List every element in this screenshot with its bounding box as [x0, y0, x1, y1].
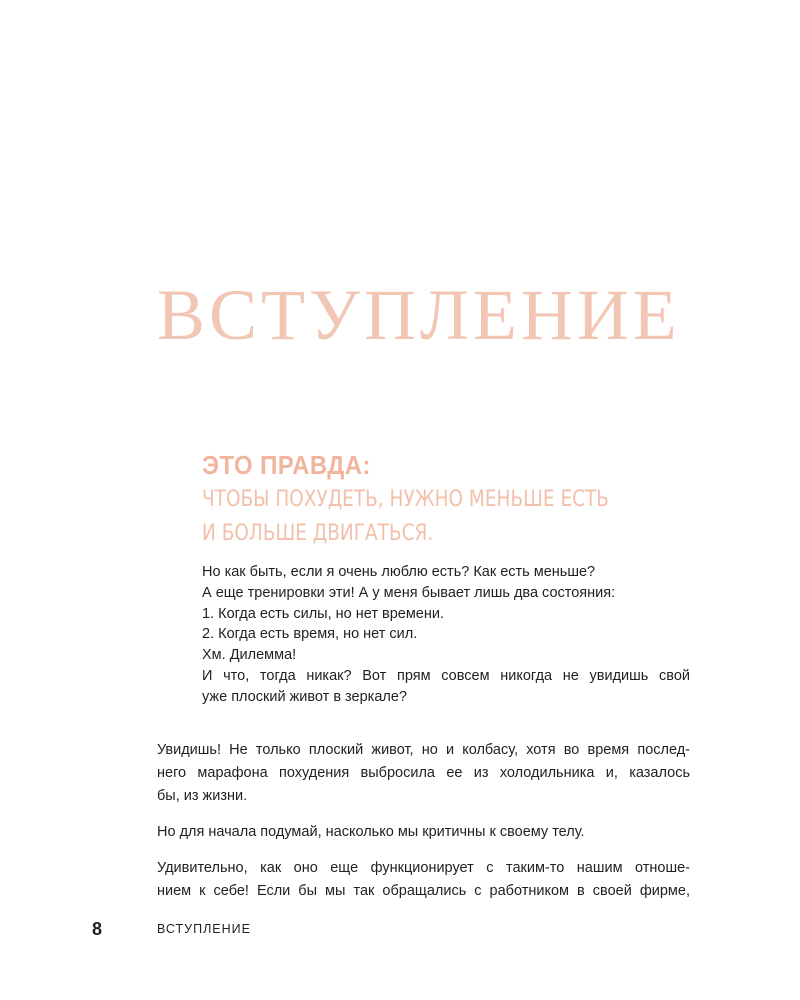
callout-line: Хм. Дилемма! [202, 647, 297, 664]
callout-line: И что, тогда никак? Вот прям совсем никогда не увидишь свой [202, 667, 690, 684]
body-text [157, 739, 690, 916]
running-footer-section: ВСТУПЛЕНИЕ [157, 922, 251, 936]
paragraph-line: Увидишь! Не только плоский живот, но и колбасу, хотя во время послед- [157, 742, 690, 758]
callout-line: 2. Когда есть время, но нет сил. [202, 626, 418, 643]
callout-line: 1. Когда есть силы, но нет времени. [202, 605, 445, 622]
callout-subheading-line: ЧТОБЫ ПОХУДЕТЬ, НУЖНО МЕНЬШЕ ЕСТЬ [202, 487, 609, 512]
paragraph [157, 821, 690, 844]
callout-block [202, 448, 692, 708]
callout-line: Но как быть, если я очень люблю есть? Как есть меньше? [202, 564, 596, 580]
paragraph-line: Удивительно, как оно еще функционирует с таким-то нашим отноше- [157, 860, 690, 876]
paragraph-line: него марафона похудения выбросила ее из холодильника и, казалось [157, 765, 690, 781]
page-number: 8 [92, 919, 103, 939]
paragraph [157, 857, 690, 903]
callout-line: уже плоский живот в зеркале? [202, 688, 407, 705]
paragraph-line: нием к себе! Если бы мы так обращались с работником в своей фирме, [157, 883, 690, 899]
callout-subheading-line: И БОЛЬШЕ ДВИГАТЬСЯ. [202, 521, 434, 546]
paragraph [157, 739, 690, 808]
chapter-title: ВСТУПЛЕНИЕ [157, 275, 681, 355]
callout-line: А еще тренировки эти! А у меня бывает лишь два состояния: [202, 584, 616, 601]
paragraph-line: Но для начала подумай, насколько мы критичны к своему телу. [157, 824, 585, 840]
callout-heading: ЭТО ПРАВДА: [202, 450, 371, 480]
paragraph-line: бы, из жизни. [157, 788, 248, 804]
callout-text [202, 562, 692, 708]
